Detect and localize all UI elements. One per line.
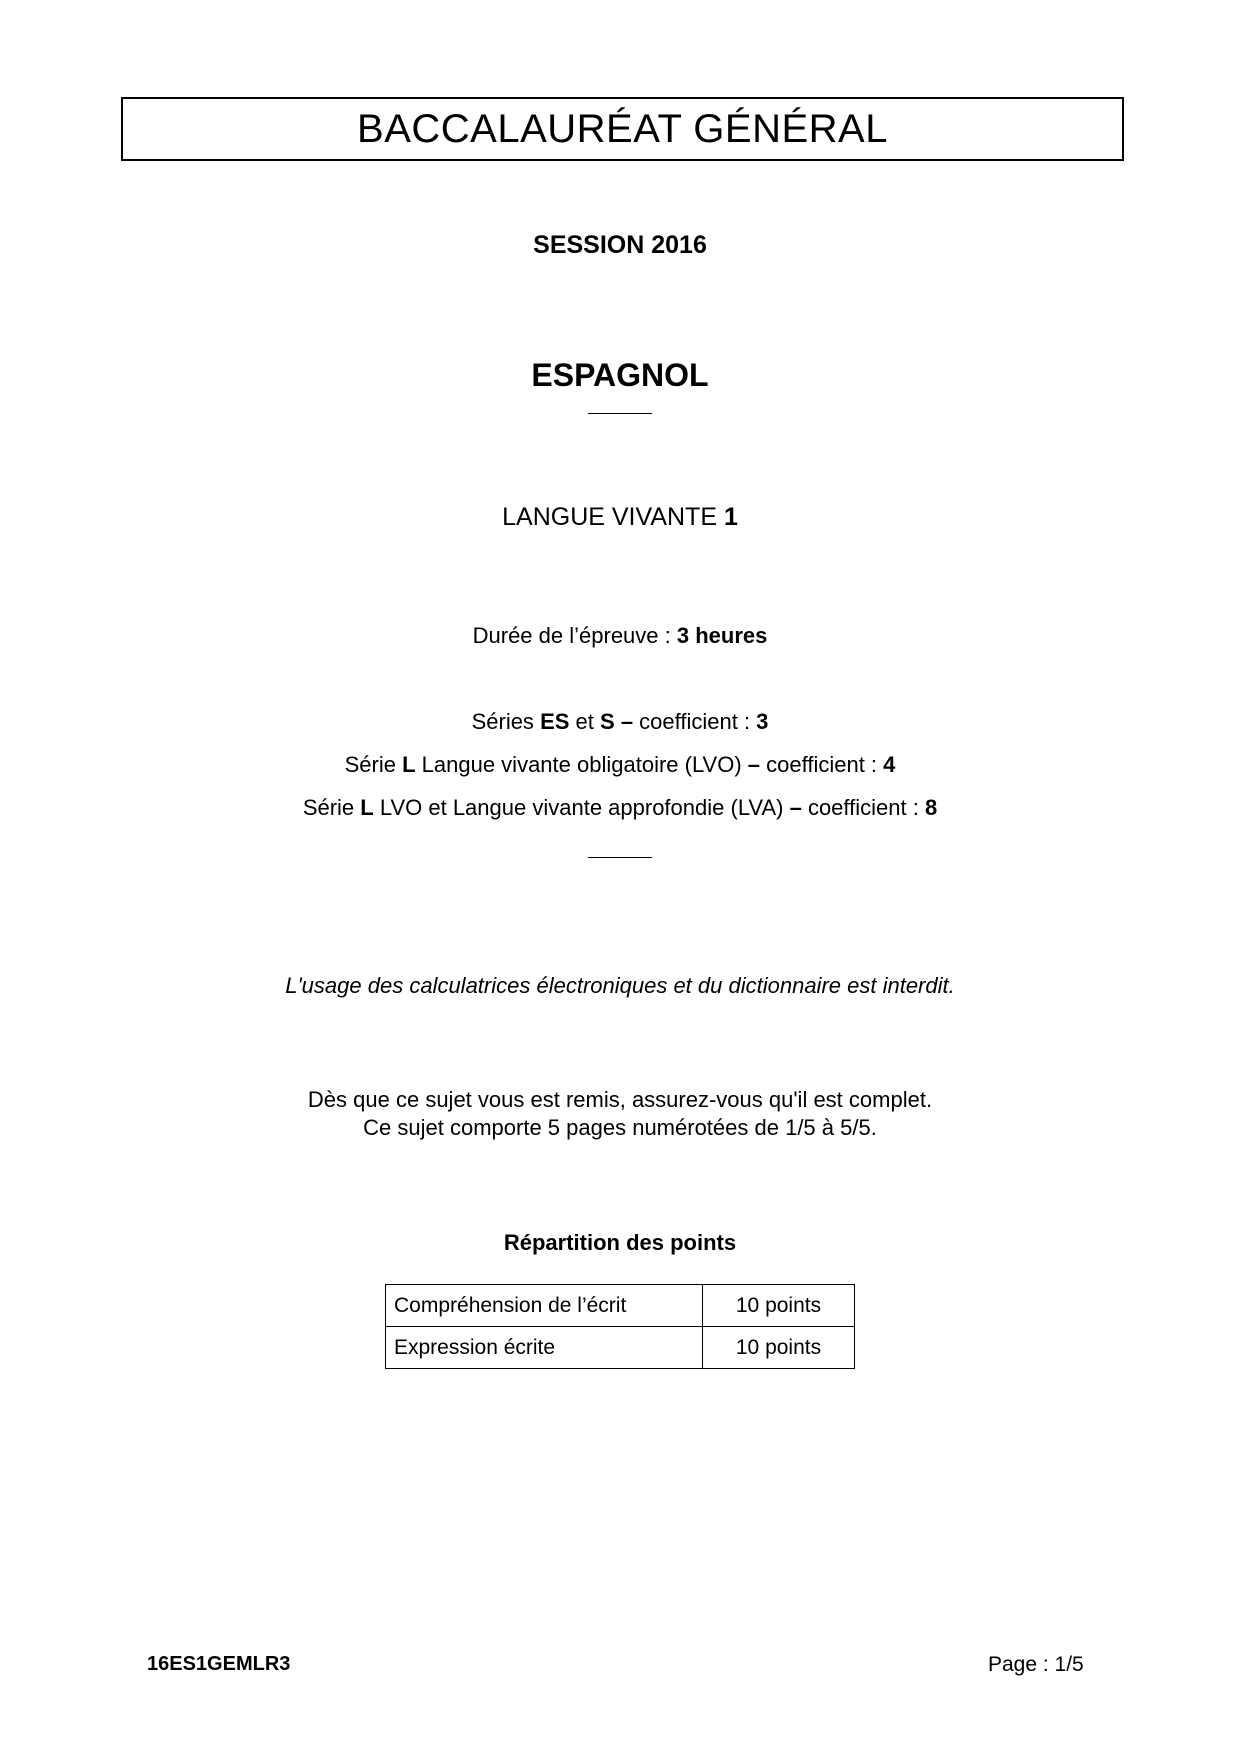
duration-value: 3 heures — [676, 623, 768, 648]
series-code: ES — [540, 709, 570, 734]
series-text: Langue vivante obligatoire (LVO) — [415, 752, 748, 777]
language-level-text: LANGUE VIVANTE — [502, 503, 724, 531]
page-count-notice: Ce sujet comporte 5 pages numérotées de 1/5 à 5/5. — [363, 1115, 877, 1140]
series-line-es-s — [0, 709, 1240, 735]
divider — [588, 857, 652, 858]
series-dash: – — [747, 752, 761, 777]
series-code: L — [360, 795, 374, 820]
exam-code: 16ES1GEMLR3 — [147, 1653, 291, 1675]
series-code: S — [600, 709, 615, 734]
duration-label: Durée de l’épreuve : — [472, 623, 677, 648]
table-row — [386, 1285, 855, 1327]
language-level — [0, 503, 1240, 532]
exam-title: BACCALAURÉAT GÉNÉRAL — [121, 97, 1124, 161]
series-dash: – — [620, 709, 634, 734]
series-line-l-lvo — [0, 752, 1240, 778]
page-number: Page : 1/5 — [988, 1653, 1084, 1676]
language-level-number: 1 — [723, 503, 738, 531]
duration-line — [0, 623, 1240, 649]
series-text: et — [569, 709, 600, 734]
series-text: Série — [302, 795, 361, 820]
series-text: coefficient : — [801, 795, 925, 820]
series-coefficient: 4 — [883, 752, 896, 777]
series-text: coefficient : — [633, 709, 757, 734]
completeness-notice: Dès que ce sujet vous est remis, assurez-vous qu'il est complet. — [307, 1087, 933, 1112]
points-label: Compréhension de l’écrit — [386, 1285, 703, 1327]
subject-title: ESPAGNOL — [531, 357, 709, 393]
series-coefficient: 3 — [756, 709, 769, 734]
table-row — [386, 1327, 855, 1369]
points-value: 10 points — [703, 1327, 855, 1369]
series-text: coefficient : — [760, 752, 884, 777]
series-coefficient: 8 — [924, 795, 938, 820]
session-label: SESSION 2016 — [533, 231, 707, 259]
points-label: Expression écrite — [386, 1327, 703, 1369]
series-text: Série — [344, 752, 403, 777]
series-text: LVO et Langue vivante approfondie (LVA) — [373, 795, 790, 820]
points-title: Répartition des points — [503, 1230, 737, 1255]
series-dash: – — [789, 795, 802, 820]
calculator-notice: L'usage des calculatrices électroniques et du dictionnaire est interdit. — [285, 973, 955, 998]
series-text: Séries — [471, 709, 541, 734]
series-code: L — [402, 752, 416, 777]
divider — [588, 413, 652, 414]
series-line-l-lva — [0, 795, 1240, 821]
points-value: 10 points — [703, 1285, 855, 1327]
points-table — [385, 1284, 855, 1369]
